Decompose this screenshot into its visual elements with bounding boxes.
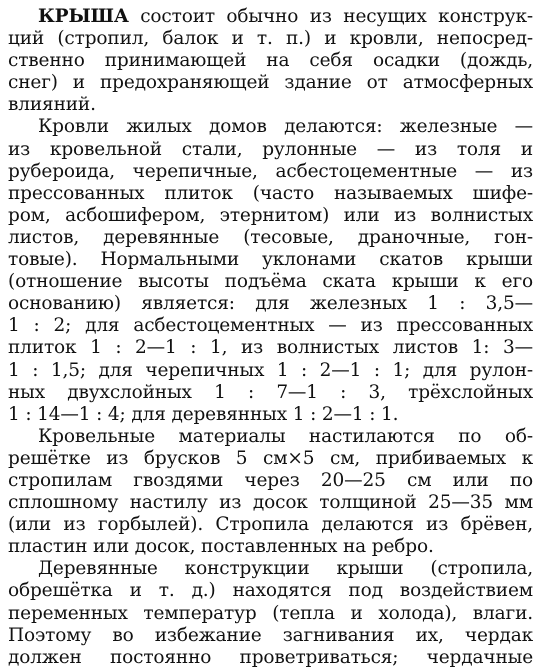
text-line: из кровельной стали, рулонные — из толя и xyxy=(8,138,533,160)
text-line: ных двухслойных 1 : 7—1 : 3, трёхслойных xyxy=(8,381,533,403)
text-line: листов, деревянные (тесовые, драночные, гон- xyxy=(8,226,533,248)
text-line: влияний. xyxy=(8,94,96,116)
paragraph-roofing-materials xyxy=(8,426,533,559)
text-line: должен постоянно проветриваться; чердачные xyxy=(8,646,533,668)
text-line: (или из горбылей). Стропила делаются из брёвен, xyxy=(8,514,533,536)
text-line: сплошному настилу из досок толщиной 25—35 мм xyxy=(8,492,533,514)
text-line: Поэтому во избежание загнивания их, чердак xyxy=(8,624,533,646)
paragraph-roof-definition xyxy=(8,6,533,116)
text-line: переменных температур (тепла и холода), влаги. xyxy=(8,602,533,624)
text-line: 1 : 2; для асбестоцементных — из прессованных xyxy=(8,315,533,337)
text-line: ций (стропил, балок и т. п.) и кровли, непосред- xyxy=(8,28,533,50)
paragraph-roof-types xyxy=(8,116,533,425)
text-line: основанию) является: для железных 1 : 3,5— xyxy=(8,293,533,315)
text-line: 1 : 1,5; для черепичных 1 : 2—1 : 1; для рулон- xyxy=(8,359,533,381)
text-line: (отношение высоты подъёма ската крыши к его xyxy=(8,271,533,293)
text-line: обрешётка и т. д.) находятся под воздействием xyxy=(8,580,533,602)
text-line: Кровельные материалы настилаются по об- xyxy=(38,425,533,447)
text-line: Кровли жилых домов делаются: железные — xyxy=(38,116,533,138)
text-line: плиток 1 : 2—1 : 1, из волнистых листов 1: 3— xyxy=(8,337,533,359)
text-line: Деревянные конструкции крыши (стропила, xyxy=(38,558,533,580)
text-line: снег) и предохраняющей здание от атмосферных xyxy=(8,72,533,94)
text-line: рубероида, черепичные, асбестоцементные — из xyxy=(8,160,533,182)
text-line: решётке из брусков 5 см×5 см, прибиваемых к xyxy=(8,447,533,469)
text-line: пластин или досок, поставленных на ребро. xyxy=(8,536,434,558)
text-line: товые). Нормальными уклонами скатов крыши xyxy=(8,249,533,271)
text-line: 1 : 14—1 : 4; для деревянных 1 : 2—1 : 1. xyxy=(8,403,399,425)
text-line: стропилам гвоздями через 20—25 см или по xyxy=(8,469,533,491)
text-line: ром, асбошифером, этернитом) или из волнистых xyxy=(8,204,533,226)
text-line xyxy=(8,6,533,28)
text-line: прессованных плиток (часто называемых шифе- xyxy=(8,182,533,204)
text-line-content: состоит обычно из несущих конструк- xyxy=(128,6,533,27)
paragraph-wooden-structures xyxy=(8,558,533,668)
text-line: ственно принимающей на себя осадки (дождь, xyxy=(8,50,533,72)
term-heading: КРЫША xyxy=(38,6,129,27)
